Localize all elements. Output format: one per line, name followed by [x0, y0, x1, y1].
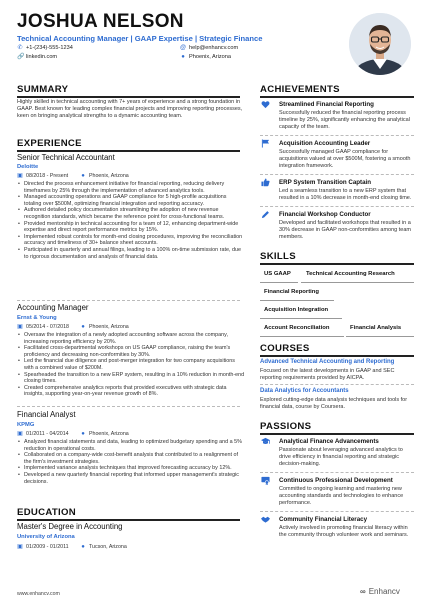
location-pin-icon: ●: [81, 544, 85, 550]
thumbs-up-icon: [261, 178, 270, 187]
course-title: Advanced Technical Accounting and Reporting: [260, 359, 395, 365]
list-item: • Oversaw the integration of a newly adopted accounting software across the company, increasing reporting efficiency by 20%.: [17, 332, 245, 345]
list-item: • Directed the process enhancement initiative for financial reporting, reducing delivery timeframes by 25% through the implementation of advanced analytics tools.: [17, 181, 245, 194]
job-location: [80, 173, 129, 179]
summary-divider: [17, 96, 240, 98]
skill-underline: [301, 282, 414, 283]
phone-icon: ✆: [17, 45, 23, 51]
education-dates: [17, 544, 69, 550]
degree-title: Master's Degree in Accounting: [17, 522, 123, 531]
job-dates-text: 01/2011 - 04/2014: [26, 431, 69, 437]
diploma-icon: [261, 476, 270, 485]
section-dashed-divider: [17, 300, 240, 301]
passion-text: Committed to ongoing learning and mastering new accounting standards and technologies to enhance performance.: [279, 486, 404, 506]
courses-heading: COURSES: [260, 343, 310, 354]
at-icon: @: [180, 45, 187, 51]
skill-underline: [260, 282, 298, 283]
linkedin-contact[interactable]: [17, 54, 57, 60]
list-item: • Developed a new quarterly financial reporting that informed upper management's strategic decisions.: [17, 472, 245, 485]
job-location-text: Phoenix, Arizona: [89, 173, 129, 179]
achievement-text: Successfully reduced the financial reporting process timeline by 25%, significantly enhancing the analytical capacity of the team.: [279, 110, 410, 130]
section-dashed-divider: [260, 174, 414, 175]
calendar-icon: ▣: [17, 173, 23, 179]
section-dashed-divider: [260, 206, 414, 207]
section-dashed-divider: [260, 472, 414, 473]
job-bullets: [17, 439, 245, 485]
education-location-text: Tucson, Arizona: [89, 544, 127, 550]
list-item: • Implemented robust controls for month-end closing procedures, improving the reconciliation accuracy and timeliness of 30+ balance sheet accounts.: [17, 234, 245, 247]
achievement-text: Developed and facilitated workshops that resulted in a 30% decrease in GAAP non-conformities among team members.: [279, 220, 411, 240]
section-dashed-divider: [17, 406, 240, 407]
job-dates: [17, 431, 69, 437]
list-item: • Analyzed financial statements and data, leading to optimized budgetary spending and a 5% reduction in operational costs.: [17, 439, 245, 452]
passion-title: Continuous Professional Development: [279, 477, 393, 484]
achievement-text: Led a seamless transition to a new ERP system that resulted in a 10% decrease in month-end closing time.: [279, 188, 412, 201]
education-divider: [17, 519, 240, 521]
summary-text: Highly skilled in technical accounting with 7+ years of experience and a strong foundation in GAAP. Best known for leading complex financial projects and improving reporting processes, keen on bringing analytical strengths to a dynamic accounting team.: [17, 99, 243, 119]
passions-divider: [260, 433, 414, 435]
pencil-icon: [261, 210, 270, 219]
skills-divider: [260, 263, 414, 265]
skill-underline: [260, 318, 342, 319]
job-dates-text: 05/2014 - 07/2018: [26, 324, 70, 330]
candidate-name: JOSHUA NELSON: [17, 11, 184, 32]
job-location: [80, 324, 129, 330]
job-location-text: Phoenix, Arizona: [89, 324, 129, 330]
skill-item: Financial Reporting: [264, 289, 319, 295]
section-dashed-divider: [260, 384, 414, 385]
skill-item: Technical Accounting Research: [306, 271, 395, 277]
list-item: • Facilitated cross-departmental workshops on US GAAP compliance, raising the team's proficiency and decreasing non-conformities by 30%.: [17, 345, 245, 358]
location-pin-icon: ●: [81, 173, 85, 179]
job-dates: [17, 324, 69, 330]
achievement-title: ERP System Transition Captain: [279, 179, 372, 186]
passion-title: Analytical Finance Advancements: [279, 438, 379, 445]
phone-contact: [17, 45, 73, 51]
job-title: Senior Technical Accountant: [17, 153, 115, 162]
email-text[interactable]: help@enhancv.com: [189, 45, 239, 51]
passion-text: Actively involved in promoting financial literacy within the community through volunteer work and seminars.: [279, 525, 409, 538]
course-title: Data Analytics for Accountants: [260, 388, 349, 394]
brand-logo-icon: ∞: [360, 587, 366, 596]
education-dates-text: 01/2009 - 01/2011: [26, 544, 69, 550]
email-contact[interactable]: [180, 45, 238, 51]
achievements-divider: [260, 96, 414, 98]
job-location-text: Phoenix, Arizona: [89, 431, 129, 437]
achievements-heading: ACHIEVEMENTS: [260, 84, 340, 95]
courses-divider: [260, 355, 414, 357]
job-location: [80, 431, 129, 437]
calendar-icon: ▣: [17, 544, 23, 550]
footer-brand: [360, 587, 400, 596]
course-text: Focused on the latest developments in GAAP and SEC reporting requirements provided by AICPA.: [260, 368, 395, 381]
skill-underline: [260, 336, 344, 337]
list-item: • Managed accounting operations and GAAP compliance for 5 high-profile acquisitions totaling over $500M, optimizing financial integration and reporting accuracy.: [17, 194, 245, 207]
passion-text: Passionate about leveraging advanced analytics to drive efficiency in financial reporting and strategic decision-making.: [279, 447, 403, 467]
skill-underline: [346, 336, 414, 337]
job-bullets: [17, 332, 245, 398]
experience-heading: EXPERIENCE: [17, 138, 82, 149]
section-dashed-divider: [260, 135, 414, 136]
location-pin-icon: ●: [81, 324, 85, 330]
location-text: Phoenix, Arizona: [189, 54, 231, 60]
experience-divider: [17, 150, 240, 152]
candidate-title: Technical Accounting Manager | GAAP Expertise | Strategic Finance: [17, 34, 263, 43]
list-item: • Spearheaded the transition to a new ERP system, resulting in a 10% reduction in month-end closing times.: [17, 372, 245, 385]
school-name: University of Arizona: [17, 534, 75, 540]
location-pin-icon: ●: [81, 431, 85, 437]
job-dates: [17, 173, 68, 179]
achievement-title: Financial Workshop Conductor: [279, 211, 371, 218]
passions-heading: PASSIONS: [260, 421, 312, 432]
list-item: • Provided mentorship in technical accounting for a team of 12, enhancing department-wide expertise and direct report performance metrics by 15%.: [17, 221, 245, 234]
handshake-icon: [261, 515, 270, 524]
company-name: Ernst & Young: [17, 315, 57, 321]
linkedin-text[interactable]: linkedin.com: [26, 54, 58, 60]
job-title: Financial Analyst: [17, 410, 76, 419]
job-title: Accounting Manager: [17, 303, 89, 312]
footer-url[interactable]: www.enhancv.com: [17, 591, 60, 597]
list-item: • Collaborated on a company-wide cost-benefit analysis that contributed to a realignment of the firm's investment strategies.: [17, 452, 245, 465]
location-pin-icon: ●: [181, 54, 185, 60]
list-item: • Led the financial due diligence and post-merger integration for two company acquisitions with a combined value of $200M.: [17, 358, 245, 371]
list-item: • Authored detailed policy documentation streamlining the adoption of new revenue recognition standards, which became the reference point for cross-functional teams.: [17, 207, 245, 220]
achievement-text: Successfully managed GAAP compliance for acquisitions valued at over $500M, fostering a smooth integration framework.: [279, 149, 411, 169]
company-name: Deloitte: [17, 164, 39, 170]
phone-text: +1-(234)-555-1234: [26, 45, 73, 51]
skill-item: Acquisition Integration: [264, 307, 329, 313]
calendar-icon: ▣: [17, 324, 23, 330]
job-bullets: [17, 181, 245, 260]
skills-heading: SKILLS: [260, 251, 296, 262]
achievement-title: Acquisition Accounting Leader: [279, 140, 371, 147]
avatar: [349, 13, 411, 75]
heart-icon: [261, 100, 270, 109]
skill-item: US GAAP: [264, 271, 291, 277]
education-heading: EDUCATION: [17, 507, 77, 518]
company-name: KPMG: [17, 422, 35, 428]
passion-title: Community Financial Literacy: [279, 516, 368, 523]
flag-icon: [261, 139, 270, 148]
brand-name: Enhancv: [368, 587, 400, 596]
skill-item: Financial Analysis: [350, 325, 402, 331]
location-contact: [180, 54, 231, 60]
job-dates-text: 08/2018 - Present: [26, 173, 69, 179]
skill-item: Account Reconciliation: [264, 325, 330, 331]
section-dashed-divider: [260, 511, 414, 512]
course-text: Explored cutting-edge data analysis techniques and tools for financial data, course by Coursera.: [260, 397, 408, 410]
link-icon: 🔗: [17, 54, 25, 60]
skill-underline: [260, 300, 334, 301]
list-item: • Implemented variance analysis techniques that improved forecasting accuracy by 12%.: [17, 465, 245, 472]
summary-heading: SUMMARY: [17, 84, 69, 95]
education-location: [80, 544, 127, 550]
list-item: • Participated in quarterly and annual filings, leading to a 100% on-time submission rate, due to rigorous documentation and analysis of financial data.: [17, 247, 245, 260]
calendar-icon: ▣: [17, 431, 23, 437]
list-item: • Created comprehensive analytics reports that provided executives with strategic data insights, supporting year-on-year revenue growth of 8%.: [17, 385, 245, 398]
graduation-cap-icon: [261, 437, 270, 446]
achievement-title: Streamlined Financial Reporting: [279, 101, 374, 108]
